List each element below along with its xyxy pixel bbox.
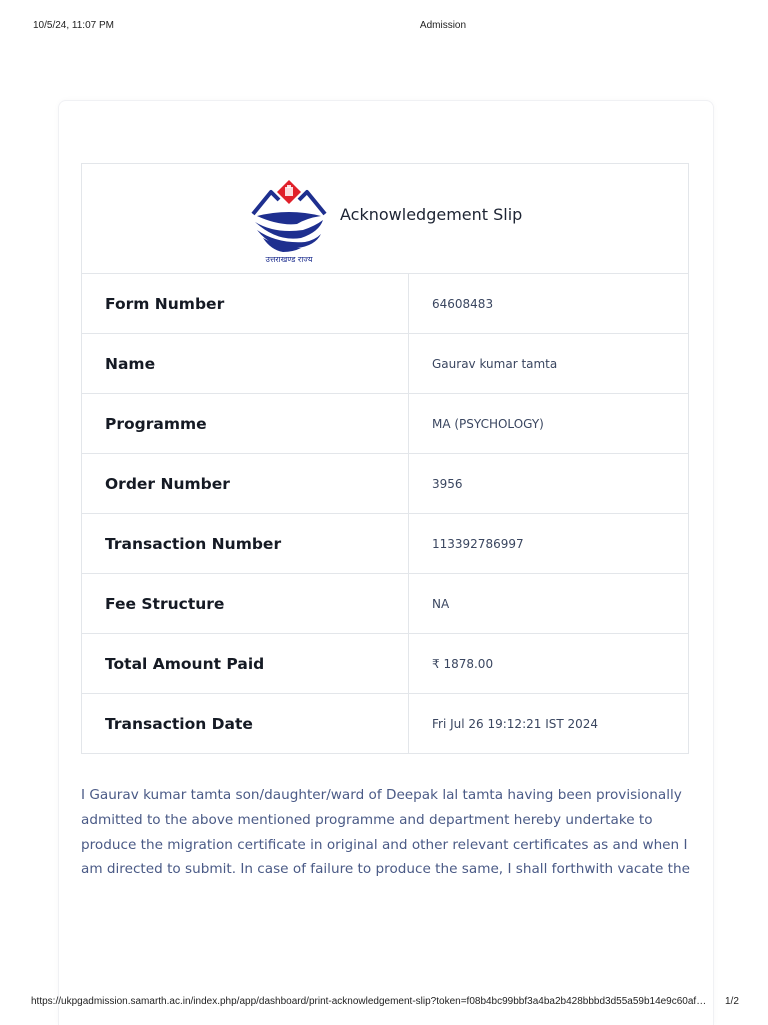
table-row: [82, 454, 689, 514]
table-row: [82, 514, 689, 574]
row-label: Transaction Number: [82, 514, 409, 574]
acknowledgement-slip-table: [81, 163, 689, 754]
row-label: Order Number: [82, 454, 409, 514]
row-value: 3956: [409, 454, 689, 514]
row-value: Gaurav kumar tamta: [409, 334, 689, 394]
print-url: https://ukpgadmission.samarth.ac.in/index.php/app/dashboard/print-acknowledgement-slip?token=f08b4bc99bbf3a4ba2b428bbbd3d55a59b14e9c60af…: [31, 996, 707, 1007]
table-row: [82, 634, 689, 694]
row-label: Form Number: [82, 274, 409, 334]
print-page-title: Admission: [419, 20, 467, 31]
row-label: Total Amount Paid: [82, 634, 409, 694]
print-header: [0, 18, 768, 34]
row-value: 64608483: [409, 274, 689, 334]
logo-caption: उत्तराखण्ड राज्य: [265, 255, 313, 264]
print-footer: [0, 994, 768, 1010]
row-label: Name: [82, 334, 409, 394]
table-row: [82, 334, 689, 394]
slip-header-row: [82, 164, 689, 274]
row-value: 113392786997: [409, 514, 689, 574]
slip-title: Acknowledgement Slip: [340, 205, 523, 224]
table-row: [82, 694, 689, 754]
row-value: NA: [409, 574, 689, 634]
page-number: 1/2: [725, 996, 739, 1007]
row-label: Fee Structure: [82, 574, 409, 634]
table-row: [82, 394, 689, 454]
table-row: [82, 574, 689, 634]
row-value: ₹ 1878.00: [409, 634, 689, 694]
row-value: Fri Jul 26 19:12:21 IST 2024: [409, 694, 689, 754]
row-value: MA (PSYCHOLOGY): [409, 394, 689, 454]
uttarakhand-logo: [249, 178, 329, 264]
table-row: [82, 274, 689, 334]
row-label: Programme: [82, 394, 409, 454]
slip-header-cell: [82, 164, 689, 274]
row-label: Transaction Date: [82, 694, 409, 754]
print-datetime: 10/5/24, 11:07 PM: [33, 20, 114, 31]
declaration-text: I Gaurav kumar tamta son/daughter/ward of Deepak lal tamta having been provisionally admitted to the above mentioned programme and department hereby undertake to produce the migration certificate in original and other relevant certificates as and when I am directed to submit. In case of failure to produce the same, I shall forthwith vacate the: [81, 787, 690, 878]
